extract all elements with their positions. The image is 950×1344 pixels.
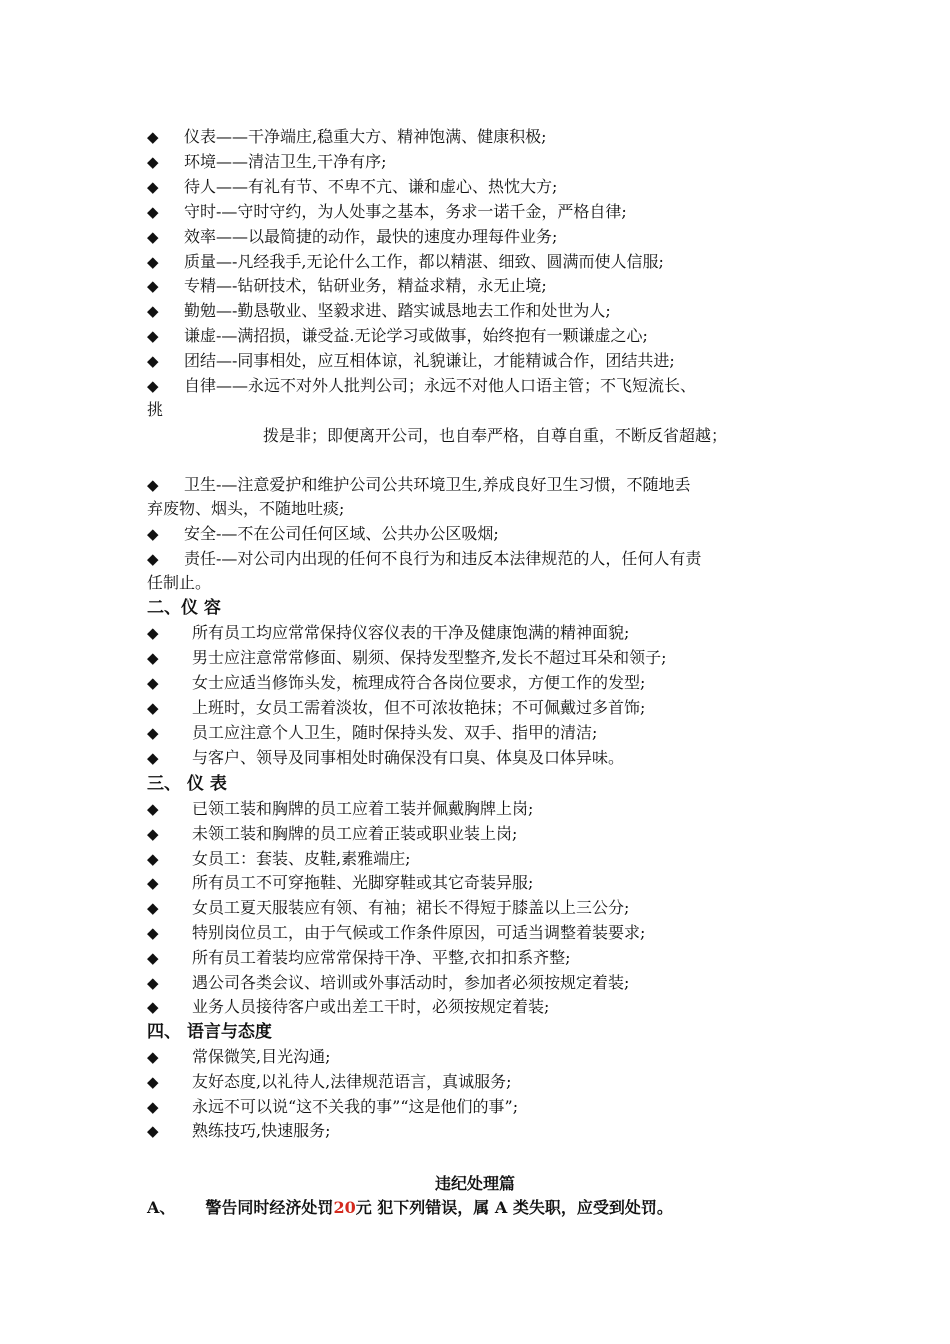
list-item (147, 921, 645, 945)
bullet-icon: ◆ (147, 550, 159, 568)
list-item-responsibility (147, 547, 701, 571)
bullet-icon: ◆ (147, 476, 159, 494)
section-heading-grooming: 二、仪 容 (147, 598, 221, 618)
discipline-title: 违纪处理篇 (434, 1174, 515, 1193)
item-text: 环境——清洁卫生,干净有序; (184, 151, 387, 171)
item-text: 业务人员接待客户或出差工干时，必须按规定着装; (192, 997, 550, 1017)
list-item (147, 250, 664, 274)
bullet-icon: ◆ (147, 673, 159, 692)
item-text: 责任-—对公司内出现的任何不良行为和违反本法律规范的人，任何人有责 (184, 549, 702, 568)
list-item (147, 671, 645, 695)
item-text: 永远不可以说“这不关我的事”“这是他们的事”; (192, 1096, 519, 1116)
indented-line: 拨是非；即便离开公司，也自奉严格，自尊自重，不断反省超越； (263, 426, 728, 445)
list-item (147, 1119, 330, 1143)
list-item (147, 721, 597, 745)
bullet-icon: ◆ (147, 624, 159, 642)
list-item-safety (147, 522, 499, 546)
list-item (147, 696, 645, 720)
list-item (147, 621, 629, 645)
item-text: 未领工装和胸牌的员工应着正装或职业装上岗; (192, 823, 518, 843)
bullet-icon: ◆ (147, 998, 159, 1017)
item-text: 与客户、领导及同事相处时确保没有口臭、体臭及口体异味。 (192, 747, 625, 767)
bullet-icon: ◆ (147, 1072, 159, 1091)
item-text: 仪表——干净端庄,稳重大方、精神饱满、健康积极; (184, 127, 547, 146)
list-item (147, 871, 533, 895)
bullet-icon: ◆ (147, 302, 159, 321)
item-text: 自律——永远不对外人批判公司；永远不对他人口语主管；不飞短流长、 (184, 376, 697, 395)
list-item (147, 349, 675, 373)
penalty-amount: 20 (333, 1198, 356, 1217)
penalty-suffix: 元 犯下列错误，属 A 类失职，应受到处罚。 (355, 1198, 673, 1217)
wrap-line: 任制止。 (147, 573, 212, 592)
list-item (147, 324, 648, 348)
section-heading-attire: 三、 仪 表 (147, 774, 227, 794)
bullet-icon: ◆ (147, 723, 159, 742)
bullet-icon: ◆ (147, 973, 159, 992)
bullet-icon: ◆ (147, 1048, 159, 1066)
bullet-icon: ◆ (147, 352, 159, 371)
bullet-icon: ◆ (147, 177, 159, 196)
bullet-icon: ◆ (147, 849, 159, 868)
item-text: 卫生-—注意爱护和维护公司公共环境卫生,养成良好卫生习惯，不随地丢 (184, 475, 691, 494)
list-item (147, 995, 549, 1019)
list-item (147, 274, 547, 298)
bullet-icon: ◆ (147, 800, 159, 818)
list-item (147, 125, 546, 149)
item-text: 所有员工不可穿拖鞋、光脚穿鞋或其它奇装异服; (192, 873, 534, 893)
bullet-icon: ◆ (147, 277, 159, 296)
bullet-icon: ◆ (147, 748, 159, 767)
class-a-label: A、 (147, 1198, 176, 1217)
bullet-icon: ◆ (147, 227, 159, 246)
wrap-line: 挑 (147, 400, 164, 419)
bullet-icon: ◆ (147, 698, 159, 717)
list-item-hygiene (147, 473, 691, 497)
class-a-rule (147, 1196, 673, 1220)
item-text: 质量—-凡经我手,无论什么工作，都以精湛、细致、圆满而使人信服; (184, 251, 664, 271)
bullet-icon: ◆ (147, 128, 159, 146)
list-item-self-discipline (147, 374, 696, 398)
bullet-icon: ◆ (147, 924, 159, 942)
list-item (147, 200, 627, 224)
bullet-icon: ◆ (147, 327, 159, 346)
bullet-icon: ◆ (147, 874, 159, 893)
bullet-icon: ◆ (147, 202, 159, 221)
bullet-icon: ◆ (147, 377, 159, 395)
item-text: 谦虚-—满招损，谦受益.无论学习或做事，始终抱有一颗谦虚之心; (184, 326, 648, 346)
wrap-line: 弃废物、烟头，不随地吐痰; (147, 499, 345, 518)
item-text: 女员工：套装、皮鞋,素雅端庄; (192, 848, 411, 868)
item-text: 男士应注意常常修面、剔须、保持发型整齐,发长不超过耳朵和领子; (192, 647, 667, 667)
bullet-icon: ◆ (147, 824, 159, 843)
list-item (147, 1045, 330, 1069)
item-text: 员工应注意个人卫生，随时保持头发、双手、指甲的清洁; (192, 722, 598, 742)
bullet-icon: ◆ (147, 252, 159, 271)
list-item (147, 175, 557, 199)
list-item (147, 797, 533, 821)
penalty-prefix: 警告同时经济处罚 (205, 1198, 334, 1217)
list-item (147, 1095, 518, 1119)
item-text: 友好态度,以礼待人,法律规范语言，真诚服务; (192, 1071, 512, 1091)
list-item (147, 946, 570, 970)
list-item (147, 150, 386, 174)
item-text: 常保微笑,目光沟通; (192, 1047, 331, 1066)
list-item (147, 896, 629, 920)
section-heading-language: 四、 语言与态度 (147, 1022, 272, 1042)
item-text: 待人——有礼有节、不卑不亢、谦和虚心、热忱大方; (184, 176, 558, 196)
item-text: 女员工夏天服装应有领、有袖；裙长不得短于膝盖以上三公分; (192, 898, 630, 918)
list-item (147, 822, 517, 846)
item-text: 熟练技巧,快速服务; (192, 1121, 331, 1141)
item-text: 专精—-钻研技术，钻研业务，精益求精，永无止境; (184, 276, 547, 296)
list-item (147, 971, 629, 995)
list-item (147, 847, 410, 871)
item-text: 所有员工着装均应常常保持干净、平整,衣扣扣系齐整; (192, 947, 571, 967)
bullet-icon: ◆ (147, 1097, 159, 1116)
item-text: 安全-—不在公司任何区域、公共办公区吸烟; (184, 524, 499, 543)
list-item (147, 1070, 512, 1094)
list-item (147, 646, 666, 670)
list-item (147, 299, 611, 323)
item-text: 效率——以最简捷的动作，最快的速度办理每件业务; (184, 226, 558, 246)
item-text: 已领工装和胸牌的员工应着工装并佩戴胸牌上岗; (192, 799, 534, 818)
item-text: 上班时，女员工需着淡妆，但不可浓妆艳抹；不可佩戴过多首饰; (192, 697, 646, 717)
item-text: 勤勉—-勤恳敬业、坚毅求进、踏实诚恳地去工作和处世为人; (184, 301, 611, 321)
bullet-icon: ◆ (147, 648, 159, 667)
bullet-icon: ◆ (147, 899, 159, 918)
item-text: 守时-—守时守约，为人处事之基本，务求一诺千金，严格自律; (184, 201, 627, 221)
bullet-icon: ◆ (147, 525, 159, 543)
list-item (147, 225, 557, 249)
bullet-icon: ◆ (147, 1122, 159, 1141)
item-text: 遇公司各类会议、培训或外事活动时，参加者必须按规定着装; (192, 972, 630, 992)
bullet-icon: ◆ (147, 152, 159, 171)
list-item (147, 746, 624, 770)
item-text: 特别岗位员工，由于气候或工作条件原因，可适当调整着装要求; (192, 923, 646, 942)
item-text: 女士应适当修饰头发，梳理成符合各岗位要求，方便工作的发型; (192, 672, 646, 692)
item-text: 团结—-同事相处，应互相体谅，礼貌谦让，才能精诚合作，团结共进; (184, 351, 675, 371)
item-text: 所有员工均应常常保持仪容仪表的干净及健康饱满的精神面貌; (192, 623, 630, 642)
bullet-icon: ◆ (147, 948, 159, 967)
